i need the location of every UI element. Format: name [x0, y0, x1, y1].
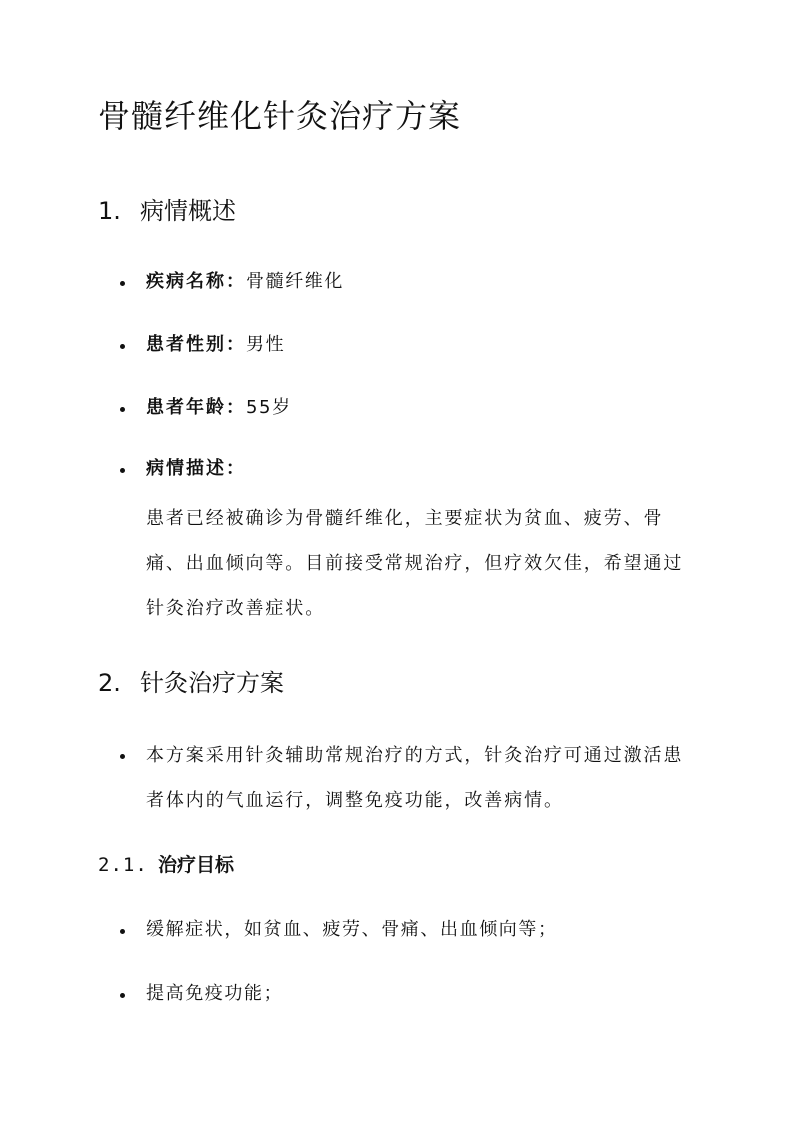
list-item-patient-age: [146, 394, 292, 422]
list-item-goal-2: 提高免疫功能；: [146, 983, 284, 1004]
section-1-title: 病情概述: [140, 197, 236, 225]
item-label: 疾病名称：: [146, 271, 246, 292]
item-value: 55岁: [246, 397, 292, 418]
list-item-patient-gender: [146, 331, 285, 359]
document-title: 骨髓纤维化针灸治疗方案: [98, 97, 462, 135]
section-1-number: 1.: [98, 197, 121, 225]
description-paragraph: 患者已经被确诊为骨髓纤维化，主要症状为贫血、疲劳、骨痛、出血倾向等。目前接受常规治疗，但疗效欠佳，希望通过针灸治疗改善症状。: [146, 508, 684, 619]
section-2-title: 针灸治疗方案: [140, 669, 284, 697]
item-label: 病情描述：: [146, 458, 246, 479]
subsection-2-1-title: 治疗目标: [158, 854, 235, 876]
list-item-goal-1: 缓解症状，如贫血、疲劳、骨痛、出血倾向等；: [146, 919, 558, 940]
item-value: 骨髓纤维化: [246, 271, 344, 292]
section-2-intro-paragraph: 本方案采用针灸辅助常规治疗的方式，针灸治疗可通过激活患者体内的气血运行，调整免疫功能，改善病情。: [146, 745, 684, 811]
section-2-number: 2.: [98, 669, 121, 697]
section-1-heading: [98, 193, 236, 229]
section-2-heading: [98, 665, 284, 701]
list-item-disease-name: [146, 268, 344, 296]
item-value: 男性: [246, 334, 286, 355]
item-label: 患者性别：: [146, 334, 246, 355]
subsection-2-1-heading: [98, 850, 234, 880]
list-item-description-label: [146, 455, 246, 483]
item-label: 患者年龄：: [146, 397, 246, 418]
subsection-2-1-number: 2.1.: [98, 854, 148, 876]
